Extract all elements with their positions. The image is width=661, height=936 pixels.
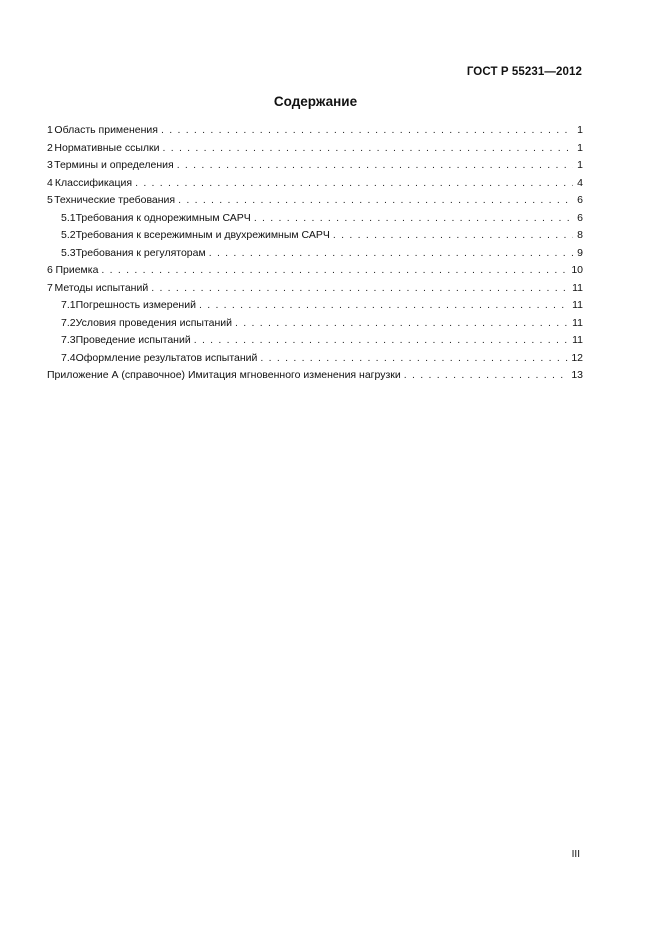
toc-leader-dots: [135, 175, 573, 193]
toc-entry-number: 6: [47, 264, 53, 276]
toc-entry[interactable]: [47, 192, 583, 210]
toc-subentry[interactable]: [47, 315, 583, 333]
toc-leader-dots: [161, 122, 573, 140]
toc-entry-page: 6: [577, 211, 583, 224]
toc-leader-dots: [260, 350, 569, 368]
document-header: ГОСТ Р 55231—2012: [466, 66, 582, 78]
toc-entry-label: Приемка: [55, 264, 99, 276]
toc-subentry[interactable]: [47, 245, 583, 263]
toc-entry-page: 1: [577, 159, 583, 171]
toc-appendix-entry[interactable]: [47, 367, 583, 385]
toc-entry-number: 5.1: [61, 211, 76, 224]
toc-entry-label: Термины и определения: [54, 159, 174, 171]
toc-entry-page: 13: [571, 369, 583, 381]
toc-entry-number: 5.2: [61, 229, 76, 241]
toc-leader-dots: [162, 140, 573, 158]
toc-entry[interactable]: [47, 157, 583, 175]
toc-entry-page: 12: [571, 351, 583, 364]
toc-entry-label: Условия проведения испытаний: [75, 316, 233, 329]
toc-leader-dots: [254, 210, 573, 228]
toc-entry-label: Область применения: [54, 124, 158, 136]
toc-entry[interactable]: [47, 175, 583, 193]
toc-entry-number: 7.2: [61, 316, 76, 329]
toc-leader-dots: [404, 367, 570, 385]
page-title: Содержание: [273, 94, 358, 109]
toc-entry-number: 2: [47, 141, 53, 154]
toc-entry-number: 7.4: [61, 351, 76, 364]
toc-entry-page: 9: [577, 246, 583, 259]
toc-leader-dots: [101, 262, 569, 280]
toc-entry-label: Требования к всережимным и двухрежимным САРЧ: [75, 229, 330, 241]
toc-entry-label: Погрешность измерений: [75, 299, 196, 311]
toc-entry-label: Технические требования: [54, 194, 176, 206]
toc-subentry[interactable]: [47, 210, 583, 228]
toc-entry-page: 11: [572, 316, 583, 329]
toc-entry[interactable]: [47, 140, 583, 158]
toc-entry-number: 3: [47, 159, 53, 171]
toc-entry-label: Требования к однорежимным САРЧ: [75, 211, 251, 224]
page-number: III: [571, 849, 580, 860]
toc-entry-page: 11: [572, 334, 583, 346]
toc-entry-label: Классификация: [54, 176, 133, 189]
toc-leader-dots: [235, 315, 570, 333]
toc-subentry[interactable]: [47, 227, 583, 245]
toc-entry-page: 8: [577, 229, 583, 241]
toc-subentry[interactable]: [47, 332, 583, 350]
toc-entry-page: 11: [572, 281, 583, 294]
toc-subentry[interactable]: [47, 297, 583, 315]
toc-entry-label: Проведение испытаний: [75, 334, 191, 346]
toc-leader-dots: [178, 192, 573, 210]
toc-leader-dots: [209, 245, 573, 263]
toc-entry[interactable]: [47, 280, 583, 298]
toc-entry-number: 7.3: [61, 334, 76, 346]
toc-entry-number: 7.1: [61, 299, 76, 311]
toc-entry-page: 10: [571, 264, 583, 276]
toc-leader-dots: [199, 297, 570, 315]
toc-entry-number: 4: [47, 176, 53, 189]
toc-leader-dots: [333, 227, 573, 245]
toc-entry-page: 1: [577, 141, 583, 154]
toc-entry-number: 1: [47, 124, 53, 136]
toc-leader-dots: [194, 332, 570, 350]
toc-entry-number: 7: [47, 281, 53, 294]
toc-entry-page: 1: [577, 124, 583, 136]
toc-entry-label: Оформление результатов испытаний: [75, 351, 258, 364]
toc-entry-label: Приложение А (справочное) Имитация мгновенного изменения нагрузки: [47, 369, 401, 381]
toc-entry-number: 5: [47, 194, 53, 206]
toc-leader-dots: [177, 157, 573, 175]
toc-entry-label: Нормативные ссылки: [54, 141, 160, 154]
toc-leader-dots: [151, 280, 570, 298]
toc-entry-label: Методы испытаний: [54, 281, 149, 294]
toc-entry-page: 4: [577, 176, 583, 189]
toc-entry-page: 11: [572, 299, 583, 311]
toc-entry-page: 6: [577, 194, 583, 206]
table-of-contents: [47, 122, 583, 385]
toc-entry-label: Требования к регуляторам: [75, 246, 206, 259]
toc-entry-number: 5.3: [61, 246, 76, 259]
toc-subentry[interactable]: [47, 350, 583, 368]
toc-entry[interactable]: [47, 122, 583, 140]
toc-entry[interactable]: [47, 262, 583, 280]
